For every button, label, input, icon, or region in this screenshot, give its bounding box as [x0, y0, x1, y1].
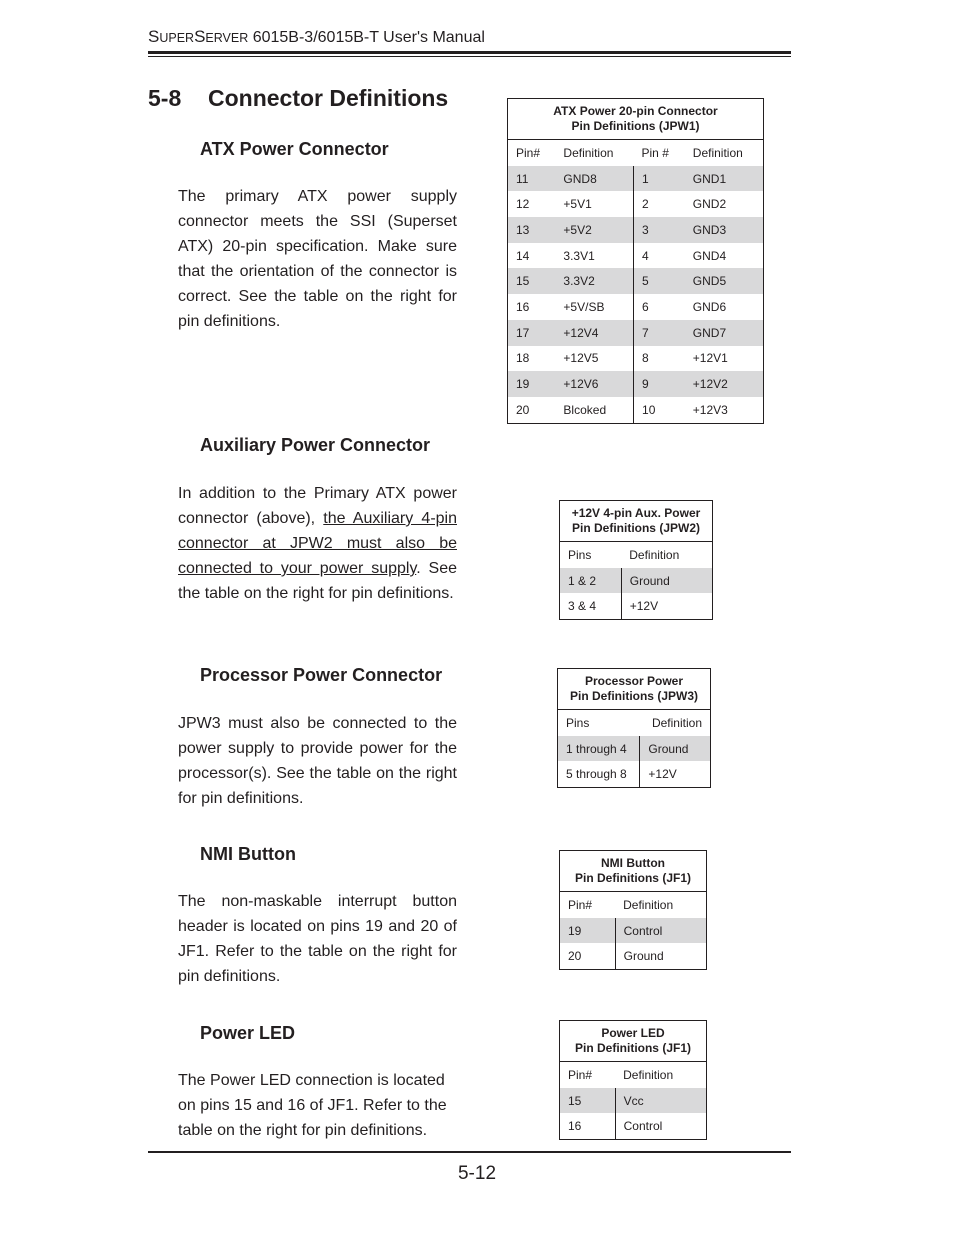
cell: Control: [615, 918, 706, 944]
column-header: Definition: [615, 892, 706, 918]
header-rule: [148, 51, 791, 57]
column-header: Definition: [640, 710, 711, 736]
nmi-body: The non-maskable interrupt button header is located on pins 19 and 20 of JF1. Refer to the table on the right for pin definitions.: [178, 893, 457, 985]
table-row: [508, 243, 764, 269]
cell: 1: [634, 166, 685, 192]
cell: 2: [634, 191, 685, 217]
table-row: [560, 593, 713, 619]
caption-line: Power LED: [601, 1026, 665, 1040]
cell: 15: [560, 1088, 616, 1114]
cell: +5V2: [555, 217, 633, 243]
header-text: S: [148, 27, 160, 46]
aux-body-text: In addition to the Primary ATX power connector (above),: [178, 485, 457, 527]
page-number: 5-12: [457, 1163, 497, 1184]
cell: GND5: [685, 268, 764, 294]
atx-pin-table: [507, 98, 764, 424]
cell: GND1: [685, 166, 764, 192]
caption-line: Pin Definitions (JPW1): [571, 119, 700, 133]
aux-pin-table: [559, 500, 713, 620]
cell: 13: [508, 217, 556, 243]
nmi-heading: NMI Button: [200, 844, 296, 864]
cell: 1 & 2: [560, 568, 622, 594]
running-header: [148, 27, 485, 47]
cell: Ground: [615, 943, 706, 969]
cell: 5: [634, 268, 685, 294]
cell: +12V3: [692, 402, 728, 417]
cell: 18: [516, 351, 530, 366]
table-row: [508, 294, 764, 320]
aux-heading: Auxiliary Power Connector: [200, 435, 431, 455]
cell: +5V1: [563, 197, 592, 212]
caption-line: Processor Power: [584, 674, 684, 688]
table-row: [508, 191, 764, 217]
cell: 19: [560, 918, 616, 944]
atx-paragraph: [178, 184, 457, 334]
cell: 1 through 4: [558, 736, 640, 762]
column-header: Pin#: [508, 140, 556, 166]
cell: 4: [634, 243, 685, 269]
column-header: Pin #: [634, 140, 685, 166]
cell: +12V6: [555, 371, 633, 397]
table-row: [560, 568, 713, 594]
cell: 20: [516, 402, 530, 417]
led-heading: Power LED: [200, 1023, 296, 1043]
cell: 11: [508, 166, 556, 192]
cell: 3 & 4: [568, 599, 597, 614]
table-caption: [558, 669, 711, 710]
column-header: Pins: [560, 542, 622, 568]
caption-line: Pin Definitions (JPW2): [571, 521, 700, 535]
header-text: 6015B-3/6015B-T User's Manual: [248, 29, 485, 46]
table-caption: [560, 1021, 707, 1062]
proc-heading: Processor Power Connector: [200, 665, 443, 685]
table-row: [560, 943, 707, 969]
cell: 14: [516, 248, 530, 263]
cell: 9: [634, 371, 685, 397]
cell: 3.3V1: [563, 248, 595, 263]
table-row: [508, 217, 764, 243]
table-row: [560, 918, 707, 944]
section-title: [148, 85, 448, 112]
cell: 3: [634, 217, 685, 243]
cell: +12V1: [692, 351, 728, 366]
cell: 17: [508, 320, 556, 346]
aux-paragraph: [178, 481, 457, 606]
led-paragraph: [178, 1068, 457, 1143]
table-caption: [560, 501, 713, 542]
column-header: Pin#: [560, 1062, 616, 1088]
cell: 16: [516, 299, 530, 314]
cell: 12: [516, 197, 530, 212]
header-text: S: [194, 27, 206, 46]
cell: +5V/SB: [563, 299, 605, 314]
cell: 20: [568, 949, 582, 964]
cell: 10: [634, 397, 685, 423]
table-row: [508, 371, 764, 397]
caption-line: ATX Power 20-pin Connector: [553, 104, 718, 118]
cell: +12V: [621, 593, 712, 619]
cell: 3.3V2: [555, 268, 633, 294]
cell: 7: [634, 320, 685, 346]
table-row: [560, 1113, 707, 1139]
table-row: [508, 166, 764, 192]
cell: Vcc: [615, 1088, 706, 1114]
cell: 5 through 8: [566, 767, 627, 782]
cell: GND2: [692, 197, 727, 212]
cell: Ground: [621, 568, 712, 594]
column-header: Definition: [621, 542, 712, 568]
table-caption: [508, 99, 764, 140]
cell: GND4: [692, 248, 727, 263]
cell: +12V4: [555, 320, 633, 346]
header-text: UPER: [159, 31, 195, 45]
caption-line: +12V 4-pin Aux. Power: [571, 506, 701, 520]
section-number: 5-8: [148, 85, 182, 111]
cell: Ground: [640, 736, 711, 762]
cell: 8: [634, 346, 685, 372]
cell: +12V2: [685, 371, 764, 397]
aux-body-underlined: the Auxiliary 4-pin connector at JPW2 must also be connected to your power supply: [178, 510, 457, 577]
cell: GND6: [692, 299, 727, 314]
table-header-row: [560, 1062, 707, 1088]
led-pin-table: [559, 1020, 707, 1140]
proc-paragraph: [178, 711, 457, 811]
cell: Blcoked: [563, 402, 607, 417]
atx-heading: ATX Power Connector: [200, 139, 389, 159]
aux-body: [178, 481, 457, 606]
column-header: Definition: [615, 1062, 706, 1088]
nmi-paragraph: [178, 889, 457, 989]
cell: 6: [634, 294, 685, 320]
column-header: Definition: [555, 140, 633, 166]
cell: 19: [508, 371, 556, 397]
caption-line: Pin Definitions (JPW3): [569, 689, 698, 703]
proc-body: JPW3 must also be connected to the power supply to provide power for the processor(s). See the table on the right for pin definitions.: [178, 715, 457, 807]
table-row: [560, 1088, 707, 1114]
table-header-row: [508, 140, 764, 166]
table-header-row: [560, 542, 713, 568]
cell: Control: [615, 1113, 706, 1139]
caption-line: Pin Definitions (JF1): [574, 1041, 691, 1055]
table-row: [558, 736, 711, 762]
table-caption: [560, 851, 707, 892]
footer-rule: [148, 1151, 791, 1153]
cell: GND7: [685, 320, 764, 346]
column-header: Definition: [685, 140, 764, 166]
nmi-pin-table: [559, 850, 707, 970]
header-text: ERVER: [205, 31, 249, 45]
cell: +12V5: [563, 351, 599, 366]
cell: 16: [568, 1119, 582, 1134]
atx-body: The primary ATX power supply connector meets the SSI (Superset ATX) 20-pin specification. Make sure that the orientation of the connector is correct. See the table on the right for pin definitions.: [178, 188, 457, 330]
column-header: Pins: [558, 710, 640, 736]
caption-line: NMI Button: [601, 856, 665, 870]
table-row: [508, 346, 764, 372]
table-row: [508, 320, 764, 346]
table-header-row: [560, 892, 707, 918]
led-body: The Power LED connection is located on pins 15 and 16 of JF1. Refer to the table on the right for pin definitions.: [178, 1072, 447, 1139]
section-title-text: Connector Definitions: [208, 85, 449, 111]
cell: GND3: [685, 217, 764, 243]
cell: GND8: [555, 166, 633, 192]
column-header: Pin#: [560, 892, 616, 918]
caption-line: Pin Definitions (JF1): [574, 871, 691, 885]
aux-body-text: . See the table on the right for pin definitions.: [178, 560, 458, 602]
table-row: [558, 761, 711, 787]
table-header-row: [558, 710, 711, 736]
table-row: [508, 268, 764, 294]
proc-pin-table: [557, 668, 711, 788]
table-row: [508, 397, 764, 423]
cell: 15: [508, 268, 556, 294]
cell: +12V: [640, 761, 711, 787]
